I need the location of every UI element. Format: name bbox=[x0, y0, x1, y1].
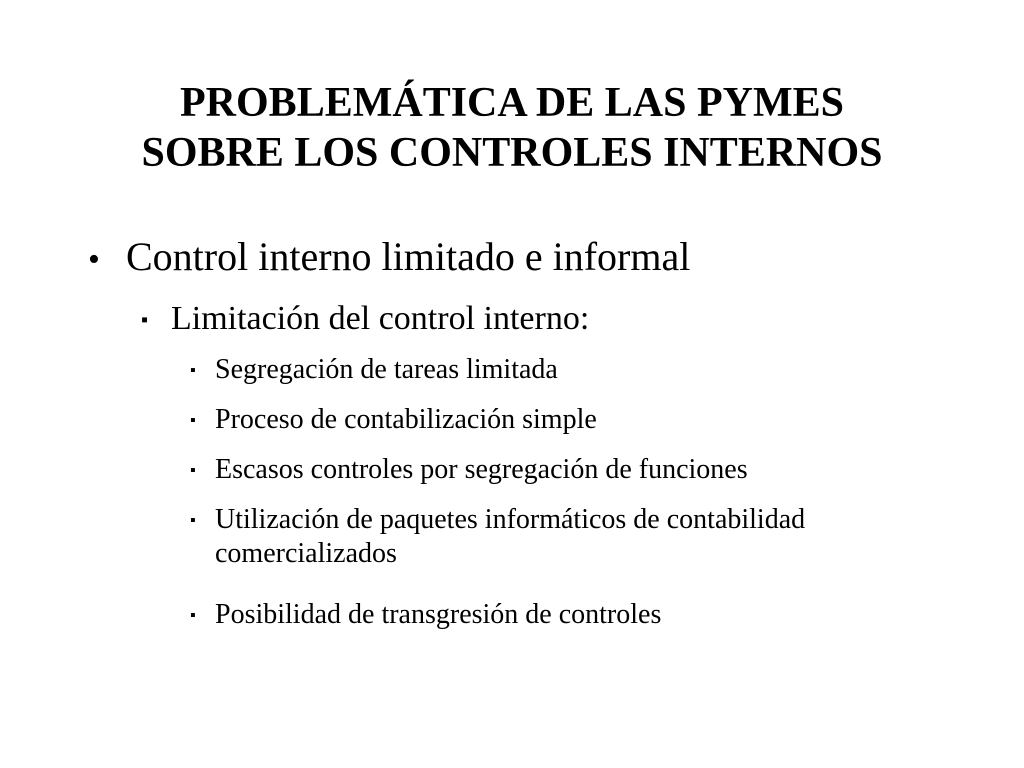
bullet-level3-item bbox=[190, 403, 597, 441]
bullet-level3-item bbox=[190, 353, 558, 391]
square-bullet-icon: ▪ bbox=[141, 309, 149, 331]
square-bullet-icon: ▪ bbox=[190, 412, 196, 429]
square-bullet-icon: ▪ bbox=[190, 512, 196, 529]
title-line-2: SOBRE LOS CONTROLES INTERNOS bbox=[141, 130, 883, 176]
bullet-level2-text: Limitación del control interno: bbox=[171, 300, 590, 337]
bullet-level3-item bbox=[190, 503, 975, 571]
bullet-level3-item bbox=[190, 453, 748, 491]
bullet-level3-item bbox=[190, 598, 661, 636]
square-bullet-icon: ▪ bbox=[190, 607, 196, 624]
bullet-level2 bbox=[141, 297, 589, 345]
square-bullet-icon: ▪ bbox=[190, 362, 196, 379]
bullet-level3-text: Posibilidad de transgresión de controles bbox=[215, 599, 662, 630]
bullet-level3-text: Utilización de paquetes informáticos de contabilidad comercializados bbox=[215, 504, 806, 569]
round-bullet-icon: • bbox=[88, 241, 100, 278]
bullet-level3-text: Proceso de contabilización simple bbox=[215, 404, 597, 435]
square-bullet-icon: ▪ bbox=[190, 462, 196, 479]
bullet-level3-text: Segregación de tareas limitada bbox=[215, 354, 558, 385]
slide-title bbox=[0, 78, 1024, 178]
bullet-level3-text: Escasos controles por segregación de funciones bbox=[215, 454, 748, 485]
title-line-1: PROBLEMÁTICA DE LAS PYMES bbox=[180, 80, 844, 126]
bullet-level1-text: Control interno limitado e informal bbox=[126, 234, 691, 279]
bullet-level1 bbox=[88, 232, 690, 285]
